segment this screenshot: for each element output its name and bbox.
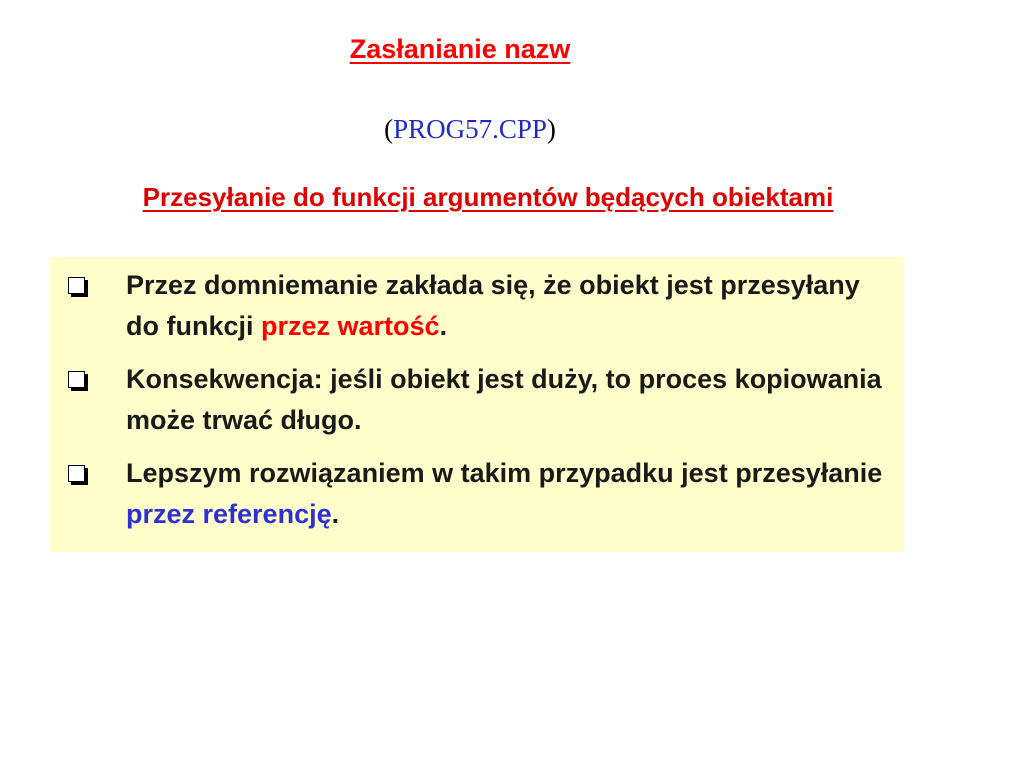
section-subtitle: Przesyłanie do funkcji argumentów będących obiektami <box>142 182 834 212</box>
bullet-text: Konsekwencja: jeśli obiekt jest duży, to proces kopiowania może trwać długo. <box>126 364 882 435</box>
bullet-item <box>50 453 904 535</box>
bullet-text-end: . <box>439 311 448 341</box>
bullet-box <box>50 257 904 552</box>
bullet-highlight: przez referencję <box>126 499 332 529</box>
bullet-text-end: . <box>331 499 340 529</box>
bullet-item <box>50 359 904 441</box>
source-open-paren: ( <box>384 114 394 144</box>
bullet-text: Przez domniemanie zakłada się, że obiekt jest przesyłany do funkcji <box>126 270 860 341</box>
bullet-list <box>50 265 904 547</box>
checkbox-bullet-icon <box>68 465 85 482</box>
source-file-reference <box>0 114 940 145</box>
bullet-text: Lepszym rozwiązaniem w takim przypadku jest przesyłanie <box>126 458 883 488</box>
checkbox-bullet-icon <box>68 371 85 388</box>
source-filename: PROG57.CPP <box>393 114 547 144</box>
bullet-highlight: przez wartość <box>261 311 440 341</box>
source-close-paren: ) <box>546 114 556 144</box>
slide-title: Zasłanianie nazw <box>349 34 571 64</box>
checkbox-bullet-icon <box>68 277 85 294</box>
bullet-item <box>50 265 904 347</box>
